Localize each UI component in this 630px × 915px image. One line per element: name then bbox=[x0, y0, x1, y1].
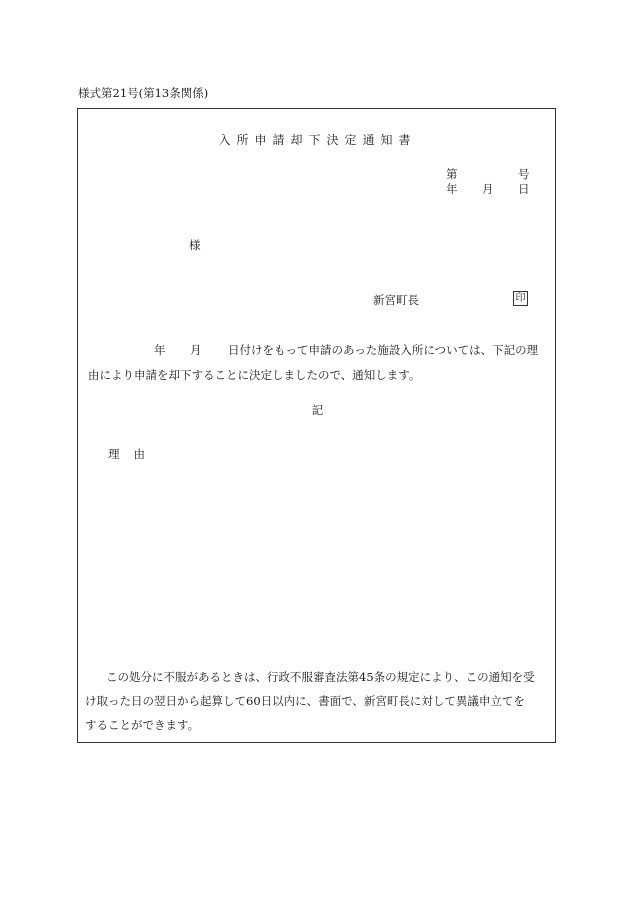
body-text-line1: 日付けをもって申請のあった施設入所については、下記の理 bbox=[228, 343, 539, 357]
seal-box: 印 bbox=[513, 291, 528, 306]
body-month-label: 月 bbox=[190, 343, 202, 357]
reason-label: 理由 bbox=[108, 447, 159, 461]
body-text-line2: 由により申請を却下することに決定しましたので、通知します。 bbox=[88, 368, 421, 382]
appeal-notice-line3: することができます。 bbox=[85, 718, 200, 732]
date-month-label: 月 bbox=[482, 182, 494, 196]
ki-heading: 記 bbox=[311, 403, 324, 417]
notice-frame bbox=[77, 108, 556, 743]
document-title: 入所申請却下決定通知書 bbox=[218, 133, 417, 147]
appeal-notice-line1: この処分に不服があるときは、行政不服審査法第45条の規定により、この通知を受 bbox=[106, 670, 535, 684]
document-number-suffix: 号 bbox=[518, 167, 530, 181]
form-number: 様式第21号(第13条関係) bbox=[78, 86, 209, 100]
date-day-label: 日 bbox=[518, 182, 530, 196]
issuer-title: 新宮町長 bbox=[373, 293, 419, 307]
addressee-honorific: 様 bbox=[189, 238, 201, 252]
date-year-label: 年 bbox=[446, 182, 458, 196]
appeal-notice-line2: け取った日の翌日から起算して60日以内に、書面で、新宮町長に対して異議申立てを bbox=[85, 694, 525, 708]
document-number-prefix: 第 bbox=[446, 167, 458, 181]
body-year-label: 年 bbox=[154, 343, 166, 357]
